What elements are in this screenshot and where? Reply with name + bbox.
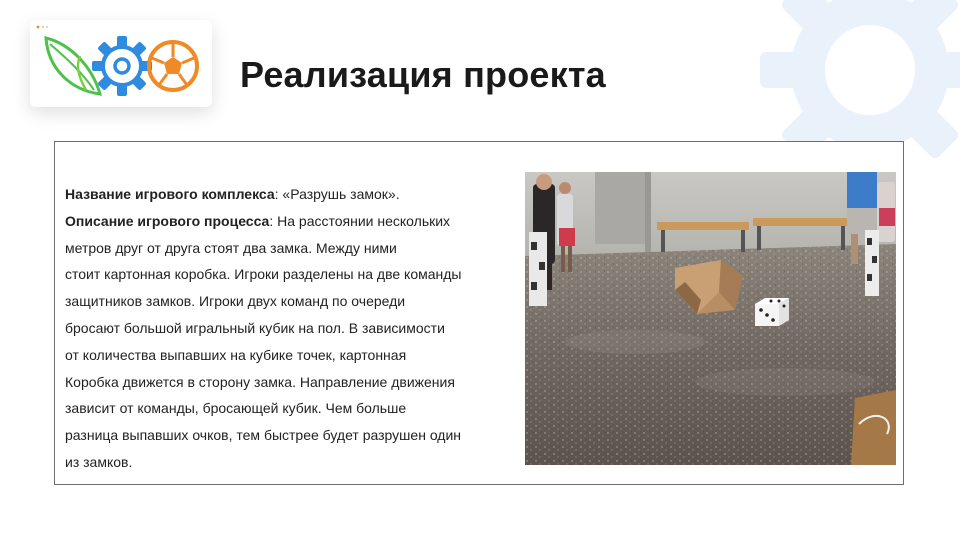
description-label: Описание игрового процесса xyxy=(65,212,270,229)
content-box xyxy=(54,141,904,485)
description-line-7: Коробка движется в сторону замка. Направление движения xyxy=(65,373,455,390)
description-line-5: бросают большой игральный кубик на пол. В зависимости xyxy=(65,319,445,336)
game-name-line xyxy=(65,181,527,208)
description-text-line: : На расстоянии нескольких xyxy=(269,212,451,229)
description-line-3: стоит картонная коробка. Игроки разделены на две команды xyxy=(65,266,462,283)
description-line-4: защитников замков. Игроки двух команд по очереди xyxy=(65,293,406,310)
description-line-8: зависит от команды, бросающей кубик. Чем больше xyxy=(65,400,407,417)
description-line-6: от количества выпавших на кубике точек, картонная xyxy=(65,346,407,363)
game-photo xyxy=(525,172,896,465)
description-line-2: метров друг от друга стоят два замка. Между ними xyxy=(65,239,397,256)
logo-card xyxy=(30,20,212,107)
description-text xyxy=(65,181,527,476)
description-line-1 xyxy=(65,208,527,235)
game-name-value: : «Разрушь замок». xyxy=(274,186,400,202)
page-title: Реализация проекта xyxy=(240,54,606,95)
description-line-9: разница выпавших очков, тем быстрее будет разрушен один xyxy=(65,427,462,444)
description-line-10: из замков. xyxy=(65,453,133,470)
leaf-gear-ball-logo-icon xyxy=(30,20,212,107)
game-name-label: Название игрового комплекса xyxy=(65,186,275,202)
